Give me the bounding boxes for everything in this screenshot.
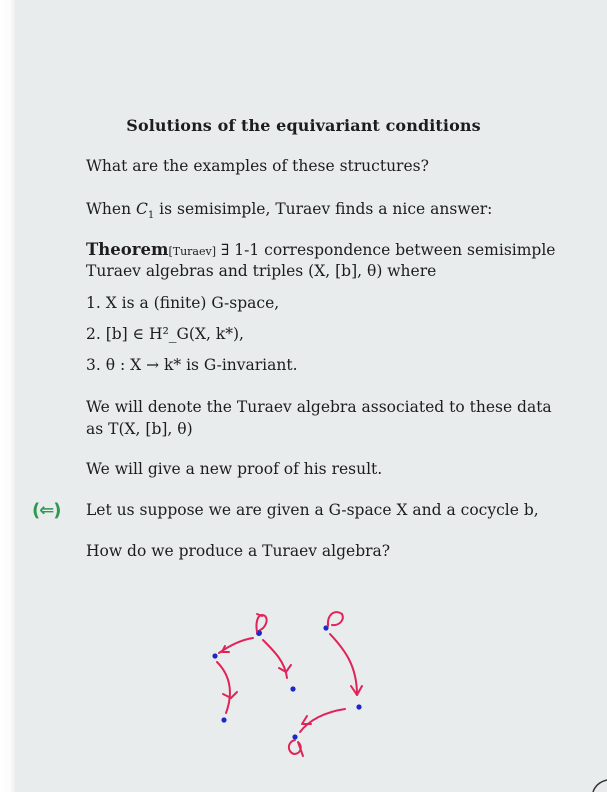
diagram-arrow xyxy=(263,640,287,678)
diagram-arrow xyxy=(300,709,345,732)
corner-mark xyxy=(587,772,607,792)
diagram-point xyxy=(290,686,295,691)
slide-title: Solutions of the equivariant conditions xyxy=(126,116,481,135)
diagram-point xyxy=(212,653,217,658)
theorem-label: Theorem xyxy=(86,240,169,259)
category-symbol: C xyxy=(136,200,148,218)
semisimple-sentence xyxy=(86,200,492,221)
question-text: What are the examples of these structures? xyxy=(86,157,429,175)
semisimple-suffix: is semisimple, Turaev finds a nice answer: xyxy=(154,200,493,218)
theorem-citation: [Turaev] xyxy=(168,245,216,258)
diagram-point xyxy=(356,704,361,709)
semisimple-prefix: When xyxy=(86,200,136,218)
diagram-arrow xyxy=(219,638,253,653)
diagram-arrow xyxy=(330,634,357,695)
produce-question: How do we produce a Turaev algebra? xyxy=(86,542,391,560)
theorem-statement-1: ∃ 1-1 correspondence between semisimple xyxy=(215,241,556,259)
condition-1: 1. X is a (finite) G-space, xyxy=(86,294,280,312)
loop-arrow xyxy=(289,740,303,756)
theorem-line-1 xyxy=(86,240,555,259)
diagram-point xyxy=(221,717,226,722)
diagram-point xyxy=(292,734,297,739)
condition-2: 2. [b] ∈ H²_G(X, k*), xyxy=(86,325,244,343)
notation-line-1: We will denote the Turaev algebra associated to these data xyxy=(86,398,552,416)
condition-3: 3. θ : X → k* is G-invariant. xyxy=(86,356,298,374)
suppose-text: Let us suppose we are given a G-space X and a cocycle b, xyxy=(86,501,539,519)
loop-arrow xyxy=(328,612,343,626)
notation-line-2: as T(X, [b], θ) xyxy=(86,420,193,438)
handdrawn-diagram xyxy=(195,600,395,770)
category-subscript: 1 xyxy=(147,210,155,222)
proof-intro: We will give a new proof of his result. xyxy=(86,460,383,478)
direction-mark: (⇐) xyxy=(32,500,61,521)
theorem-line-2: Turaev algebras and triples (X, [b], θ) where xyxy=(86,262,437,280)
loop-arrow xyxy=(256,615,266,632)
diagram-arrow xyxy=(217,662,230,713)
